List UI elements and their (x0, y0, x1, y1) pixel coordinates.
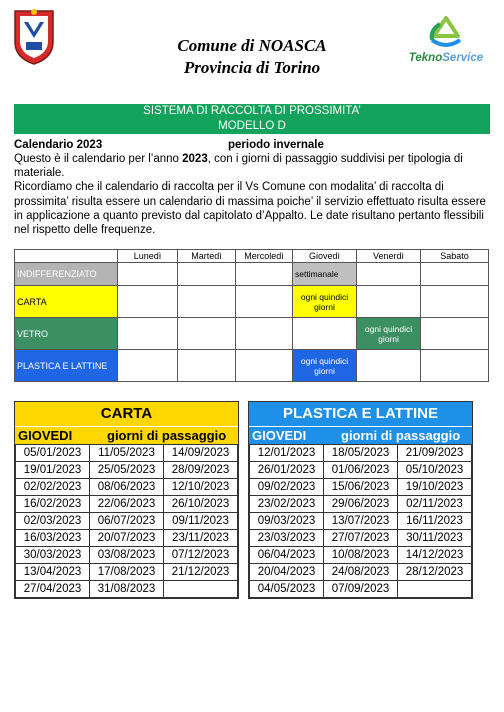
day-header: Lunedì (118, 250, 178, 263)
schedule-cell (421, 286, 489, 318)
schedule-row (15, 318, 489, 350)
calendar-date-cell: 23/11/2023 (164, 530, 238, 547)
carta-calendar-title: CARTA (15, 402, 238, 427)
carta-calendar-subheader (15, 427, 238, 444)
calendar-date-cell: 24/08/2023 (324, 564, 398, 581)
recycle-icon (400, 14, 492, 52)
calendar-row (250, 564, 472, 581)
calendar-date-cell: 22/06/2023 (90, 496, 164, 513)
calendar-date-cell: 04/05/2023 (250, 581, 324, 598)
calendar-date-cell: 20/04/2023 (250, 564, 324, 581)
plastica-calendar-subtitle: giorni di passaggio (341, 428, 461, 443)
calendar-date-cell: 25/05/2023 (90, 462, 164, 479)
banner-line-2: MODELLO D (218, 120, 286, 132)
schedule-cell (421, 263, 489, 286)
schedule-corner-cell (15, 250, 118, 263)
calendar-row (16, 513, 238, 530)
calendar-row (16, 581, 238, 598)
page-subtitle: Provincia di Torino (183, 58, 321, 77)
intro-paragraph-1: Questo è il calendario per l’anno 2023, con i giorni di passaggio suddivisi per tipologia di materiale. (14, 153, 463, 180)
calendar-date-cell: 11/05/2023 (90, 445, 164, 462)
calendar-row (16, 564, 238, 581)
schedule-cell (357, 263, 421, 286)
plastica-calendar-day: GIOVEDI (252, 428, 307, 443)
teknoservice-logo (400, 14, 492, 74)
calendar-row (250, 496, 472, 513)
schedule-cell: ogni quindici giorni (357, 318, 421, 350)
calendar-row (250, 547, 472, 564)
banner-line-1: SISTEMA DI RACCOLTA DI PROSSIMITA’ (143, 105, 361, 117)
calendar-date-cell: 21/09/2023 (398, 445, 472, 462)
calendar-date-cell: 21/12/2023 (164, 564, 238, 581)
schedule-row (15, 350, 489, 382)
schedule-cell: ogni quindici giorni (293, 286, 357, 318)
calendar-date-cell: 07/09/2023 (324, 581, 398, 598)
calendar-date-cell: 28/12/2023 (398, 564, 472, 581)
calendar-date-cell: 02/02/2023 (16, 479, 90, 496)
schedule-cell (357, 350, 421, 382)
calendar-date-cell: 17/08/2023 (90, 564, 164, 581)
calendar-date-cell: 01/06/2023 (324, 462, 398, 479)
period-label: periodo invernale (228, 139, 324, 151)
calendar-date-cell (398, 581, 472, 598)
plastica-calendar-title: PLASTICA E LATTINE (249, 402, 472, 427)
calendar-date-cell: 09/02/2023 (250, 479, 324, 496)
schedule-cell (178, 286, 236, 318)
calendar-row (250, 479, 472, 496)
calendar-date-cell: 12/10/2023 (164, 479, 238, 496)
calendar-date-cell: 28/09/2023 (164, 462, 238, 479)
calendar-label: Calendario 2023 (14, 139, 103, 151)
calendar-date-cell: 26/10/2023 (164, 496, 238, 513)
schedule-row (15, 286, 489, 318)
calendar-date-cell: 27/07/2023 (324, 530, 398, 547)
calendar-heading-row (14, 138, 494, 152)
calendar-date-cell: 23/03/2023 (250, 530, 324, 547)
intro-paragraph-2: Ricordiamo che il calendario di raccolta per il Vs Comune con modalita’ di raccolta di prossimita’ risulta essere un calendario di massima poiche’ il servizio effettuato risulta essere in applicazione a quanto previsto dal capitolato d’Appalto. Le date risultano pertanto flessibili nel rispetto delle frequenze. (14, 181, 486, 237)
calendar-date-cell: 19/10/2023 (398, 479, 472, 496)
intro-year: 2023 (182, 153, 208, 165)
schedule-cell (421, 350, 489, 382)
carta-calendar-day: GIOVEDI (18, 428, 73, 443)
calendar-date-cell: 19/01/2023 (16, 462, 90, 479)
schedule-row (15, 263, 489, 286)
calendar-date-cell: 27/04/2023 (16, 581, 90, 598)
schedule-cell: ogni quindici giorni (293, 350, 357, 382)
calendar-row (250, 581, 472, 598)
calendar-row (16, 547, 238, 564)
calendar-date-cell: 03/08/2023 (90, 547, 164, 564)
calendar-date-cell: 16/02/2023 (16, 496, 90, 513)
calendar-date-cell: 31/08/2023 (90, 581, 164, 598)
page-title: Comune di NOASCA (177, 36, 327, 55)
calendar-row (250, 530, 472, 547)
carta-calendar-subtitle: giorni di passaggio (107, 428, 227, 443)
system-banner (14, 104, 490, 134)
calendar-date-cell: 05/01/2023 (16, 445, 90, 462)
calendar-date-cell: 23/02/2023 (250, 496, 324, 513)
calendar-date-cell: 13/04/2023 (16, 564, 90, 581)
calendar-date-cell: 20/07/2023 (90, 530, 164, 547)
schedule-header-row (15, 250, 489, 263)
calendar-date-cell: 02/03/2023 (16, 513, 90, 530)
calendar-date-cell: 12/01/2023 (250, 445, 324, 462)
schedule-cell (178, 350, 236, 382)
schedule-cell (421, 318, 489, 350)
schedule-cell (118, 350, 178, 382)
waste-category-label: CARTA (15, 286, 118, 318)
logo-text: TeknoService (408, 52, 484, 64)
calendar-date-cell (164, 581, 238, 598)
calendar-row (16, 479, 238, 496)
day-header: Mercoledì (236, 250, 293, 263)
calendar-date-cell: 09/03/2023 (250, 513, 324, 530)
calendar-date-cell: 14/09/2023 (164, 445, 238, 462)
schedule-cell (236, 350, 293, 382)
schedule-cell (118, 286, 178, 318)
calendar-row (250, 445, 472, 462)
calendar-date-cell: 29/06/2023 (324, 496, 398, 513)
calendar-date-cell: 02/11/2023 (398, 496, 472, 513)
calendar-row (250, 513, 472, 530)
schedule-cell (293, 318, 357, 350)
waste-category-label: PLASTICA E LATTINE (15, 350, 118, 382)
schedule-cell (236, 286, 293, 318)
calendar-date-cell: 10/08/2023 (324, 547, 398, 564)
calendar-date-cell: 13/07/2023 (324, 513, 398, 530)
schedule-cell: settimanale (293, 263, 357, 286)
calendar-date-cell: 18/05/2023 (324, 445, 398, 462)
schedule-cell (118, 263, 178, 286)
calendar-date-cell: 16/03/2023 (16, 530, 90, 547)
calendar-date-cell: 30/11/2023 (398, 530, 472, 547)
weekly-schedule-table (14, 249, 489, 382)
waste-category-label: INDIFFERENZIATO (15, 263, 118, 286)
calendar-date-cell: 16/11/2023 (398, 513, 472, 530)
day-header: Venerdì (357, 250, 421, 263)
calendar-row (16, 530, 238, 547)
calendar-date-cell: 14/12/2023 (398, 547, 472, 564)
calendar-date-cell: 06/04/2023 (250, 547, 324, 564)
calendar-date-cell: 30/03/2023 (16, 547, 90, 564)
plastica-calendar (248, 401, 473, 599)
schedule-cell (178, 263, 236, 286)
schedule-cell (118, 318, 178, 350)
day-header: Giovedì (293, 250, 357, 263)
schedule-cell (236, 263, 293, 286)
day-header: Sabato (421, 250, 489, 263)
intro-text (14, 138, 494, 237)
plastica-calendar-subheader (249, 427, 472, 444)
calendar-row (250, 462, 472, 479)
schedule-cell (178, 318, 236, 350)
day-header: Martedì (178, 250, 236, 263)
calendar-date-cell: 08/06/2023 (90, 479, 164, 496)
carta-calendar (14, 401, 239, 599)
calendar-row (16, 445, 238, 462)
waste-category-label: VETRO (15, 318, 118, 350)
calendar-date-cell: 06/07/2023 (90, 513, 164, 530)
schedule-cell (357, 286, 421, 318)
calendar-row (16, 496, 238, 513)
calendar-date-cell: 09/11/2023 (164, 513, 238, 530)
calendar-date-cell: 05/10/2023 (398, 462, 472, 479)
calendar-date-cell: 15/06/2023 (324, 479, 398, 496)
calendar-date-cell: 26/01/2023 (250, 462, 324, 479)
schedule-cell (236, 318, 293, 350)
calendar-row (16, 462, 238, 479)
calendar-date-cell: 07/12/2023 (164, 547, 238, 564)
